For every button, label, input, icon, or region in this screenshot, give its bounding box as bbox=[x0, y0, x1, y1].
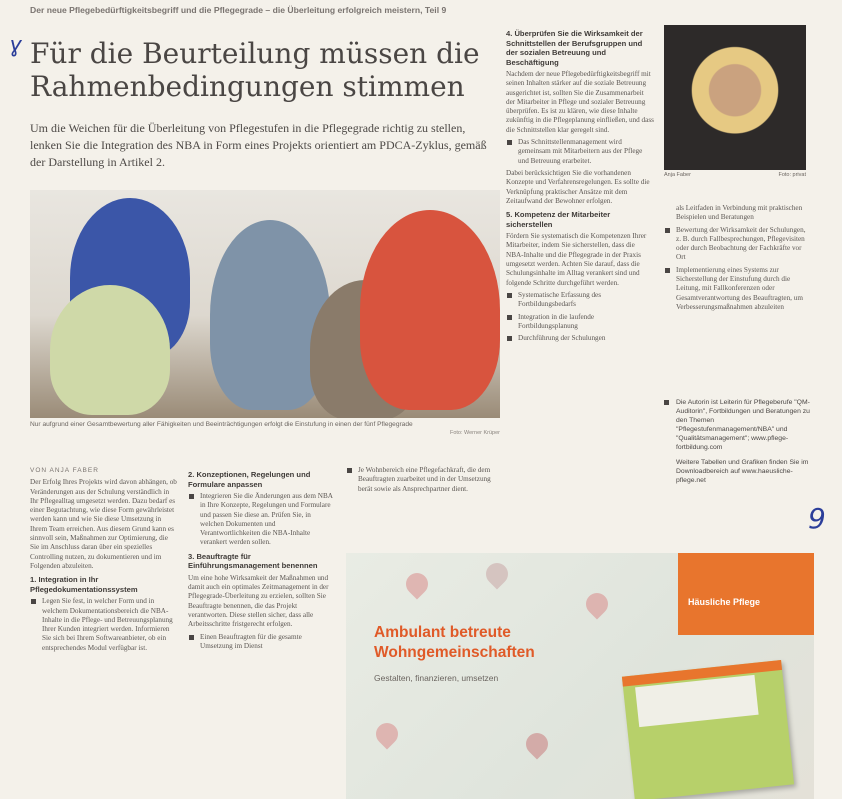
heading-3: 3. Beauftragte für Einführungsmanagement benennen bbox=[188, 551, 318, 571]
list-item: Durchführung der Schulungen bbox=[506, 334, 654, 343]
heading-4: 4. Überprüfen Sie die Wirksamkeit der Schnittstellen der Berufsgruppen und der sozialen Betreuung und Beschäftigung bbox=[506, 29, 643, 67]
map-pin-icon bbox=[401, 568, 432, 599]
download-hint: Weitere Tabellen und Grafiken finden Sie im Downloadbereich auf www.haeusliche-pflege.net bbox=[676, 459, 809, 484]
col4-bullets bbox=[506, 138, 654, 166]
col2-paragraph: Um eine hohe Wirksamkeit der Maßnahmen und damit auch ein optimales Zeitmanagement in der Pflegegrade-Überleitung zu erzielen, sollten Sie Beauftragte benennen, die das Projekt verantworten. Diese stellen sicher, dass alle Arbeitsschritte fristgerecht erfolgen. bbox=[188, 573, 329, 629]
col1-bullets bbox=[30, 597, 178, 653]
map-pin-icon bbox=[371, 718, 402, 749]
author-portrait bbox=[664, 25, 806, 170]
col1-intro: Der Erfolg Ihres Projekts wird davon abhängen, ob Veränderungen aus der Schulung verständlich in Ihr Pflegealltag umgesetzt werden. Dazu bedarf es einer Begutachtung, wie diese Form gewährleistet werden kann und wie Sie diese Umsetzung in Ihrem Team erreichen. Aus diesem Grund kann es sinnvoll sein, Maßnahmen zur Optimierung, die Sie im Anschluss daran über ein spezielles Controlling nutzen, zu dokumentieren und im Folgenden abzuleiten. bbox=[30, 478, 177, 570]
list-item: Integrieren Sie die Änderungen aus dem NBA in Ihre Konzepte, Regelungen und Formulare und passen Sie diese an. Prüfen Sie, in welchen Dokumenten und Verantwortlichkeiten die NBA-Inhalte verankert werden sollen. bbox=[188, 492, 336, 548]
column-1 bbox=[30, 466, 178, 656]
photo-caption: Nur aufgrund einer Gesamtbewertung aller Fähigkeiten und Beeinträchtigungen erfolgt die Einstufung in einen der fünf Pflegegrade bbox=[30, 421, 413, 428]
article-photo bbox=[30, 190, 500, 418]
col2-bullets-2 bbox=[188, 633, 336, 652]
ad-title-line-1: Ambulant betreute bbox=[374, 624, 511, 641]
ad-title-line-2: Wohngemeinschaften bbox=[374, 644, 535, 661]
heading-2: 2. Konzeptionen, Regelungen und Formulare anpassen bbox=[188, 470, 311, 489]
page-number: 9 bbox=[808, 502, 826, 535]
column-4 bbox=[506, 25, 654, 346]
photo-figure-resident-1 bbox=[50, 285, 170, 415]
list-item: Implementierung eines Systems zur Sicherstellung der Einstufung durch die Leitung, mit Fallkonferenzen oder Gesamtverantwortung des Beauftragten, um Verbesserungsmaßnahmen abzuleiten bbox=[664, 266, 812, 312]
author-info-box bbox=[664, 398, 812, 485]
list-item: Legen Sie fest, in welcher Form und in welchem Dokumentationsbereich die NBA-Inhalte in die Pflege- und Betreuungsplanung Ihrer Kunden integriert werden. Informieren Sie sich bei Ihrem Softwareanbieter, ob ein entsprechendes Modul verfügbar ist. bbox=[30, 597, 178, 653]
list-item: Je Wohnbereich eine Pflegefachkraft, die dem Beauftragten zuarbeitet und in der Umsetzung berät sowie als Ansprechpartner dient. bbox=[346, 466, 494, 494]
handwritten-mark: ɣ bbox=[10, 32, 22, 57]
list-item: Einen Beauftragten für die gesamte Umsetzung im Dienst bbox=[188, 633, 336, 652]
article-lede: Um die Weichen für die Überleitung von Pflegestufen in die Pflegegrade richtig zu stellen, lenken Sie die Integration des NBA in Form eines Projekts orientiert am PDCA-Zyklus, gemäß der Darstellung in Artikel 2. bbox=[30, 121, 487, 169]
photo-figure-resident-4 bbox=[360, 210, 500, 410]
photo-credit: Foto: Werner Krüper bbox=[449, 430, 500, 436]
heading-5: 5. Kompetenz der Mitarbeiter sicherstellen bbox=[506, 210, 611, 229]
map-pin-icon bbox=[521, 728, 552, 759]
ad-title bbox=[374, 623, 535, 663]
col3-bullets bbox=[346, 466, 494, 494]
map-pin-icon bbox=[481, 558, 512, 589]
col4-paragraph: Nachdem der neue Pflegebedürftigkeitsbegriff mit seinen Inhalten stärker auf die soziale Betreuung ausgerichtet ist, sollten Sie die Zusammenarbeit der Mitarbeiter in Pflege und sozialer Betreuung überprüfen. Es ist zu klären, wie diese Inhalte zukünftig in die Pflegeplanung einfließen, und dass die Schnittstellen klar geregelt sind. bbox=[506, 70, 654, 134]
col4-paragraph-3: Fördern Sie systematisch die Kompetenzen Ihrer Mitarbeiter, indem Sie sicherstellen, dass die NBA-Inhalte und die Pflegegrade in der Praxis umgesetzt werden. Achten Sie darauf, dass die Schulungsinhalte im Alltag verankert sind und folgende Schritte durchgeführt werden. bbox=[506, 232, 647, 287]
square-bullet-icon bbox=[664, 400, 669, 405]
col5-bullets bbox=[664, 226, 812, 313]
column-5 bbox=[664, 204, 812, 315]
col2-bullets bbox=[188, 492, 336, 548]
article-overline: Der neue Pflegebedürftigkeitsbegriff und die Pflegegrade – die Überleitung erfolgreich meistern, Teil 9 bbox=[30, 5, 447, 15]
author-byline: VON ANJA FABER bbox=[30, 467, 99, 474]
list-item: Systematische Erfassung des Fortbildungsbedarfs bbox=[506, 291, 654, 310]
ad-subtitle: Gestalten, finanzieren, umsetzen bbox=[374, 673, 499, 683]
ad-brand-name: Häusliche Pflege bbox=[688, 597, 761, 607]
col5-lead: als Leitfaden in Verbindung mit praktischen Beispielen und Beratungen bbox=[676, 204, 803, 222]
list-item: Das Schnittstellenmanagement wird gemeinsam mit Mitarbeitern aus der Pflege und Betreuung erarbeitet. bbox=[506, 138, 654, 166]
heading-1: 1. Integration in Ihr Pflegedokumentationssystem bbox=[30, 575, 138, 594]
article-headline: Für die Beurteilung müssen die Rahmenbedingungen stimmen bbox=[30, 37, 480, 103]
map-pin-icon bbox=[581, 588, 612, 619]
col4-paragraph-2: Dabei berücksichtigen Sie die vorhandenen Konzepte und Verfahrensregelungen. Es sollte die Verknüpfung praktischer Ansätze mit dem Zeitaufwand der Bewohner erfolgen. bbox=[506, 168, 650, 205]
ad-brand-banner bbox=[678, 553, 814, 635]
author-info-text: Die Autorin ist Leiterin für Pflegeberufe "QM-Auditorin", Fortbildungen und Beratungen zu den Themen "Pflegestufenmanagement/NBA" und "Qualitätsmanagement"; www.pflege-fortbildung.com bbox=[676, 399, 810, 451]
list-item: Integration in die laufende Fortbildungsplanung bbox=[506, 313, 654, 332]
portrait-name: Anja Faber bbox=[664, 172, 691, 178]
portrait-caption bbox=[664, 172, 806, 178]
ad-book-cover bbox=[622, 660, 794, 799]
column-3 bbox=[346, 466, 494, 497]
advertisement bbox=[346, 553, 814, 799]
col4-bullets-2 bbox=[506, 291, 654, 343]
portrait-credit: Foto: privat bbox=[778, 172, 806, 178]
column-2 bbox=[188, 466, 336, 654]
list-item: Bewertung der Wirksamkeit der Schulungen, z. B. durch Fallbesprechungen, Pflegevisiten oder durch Beobachtung der Fachkräfte vor Ort bbox=[664, 226, 812, 263]
